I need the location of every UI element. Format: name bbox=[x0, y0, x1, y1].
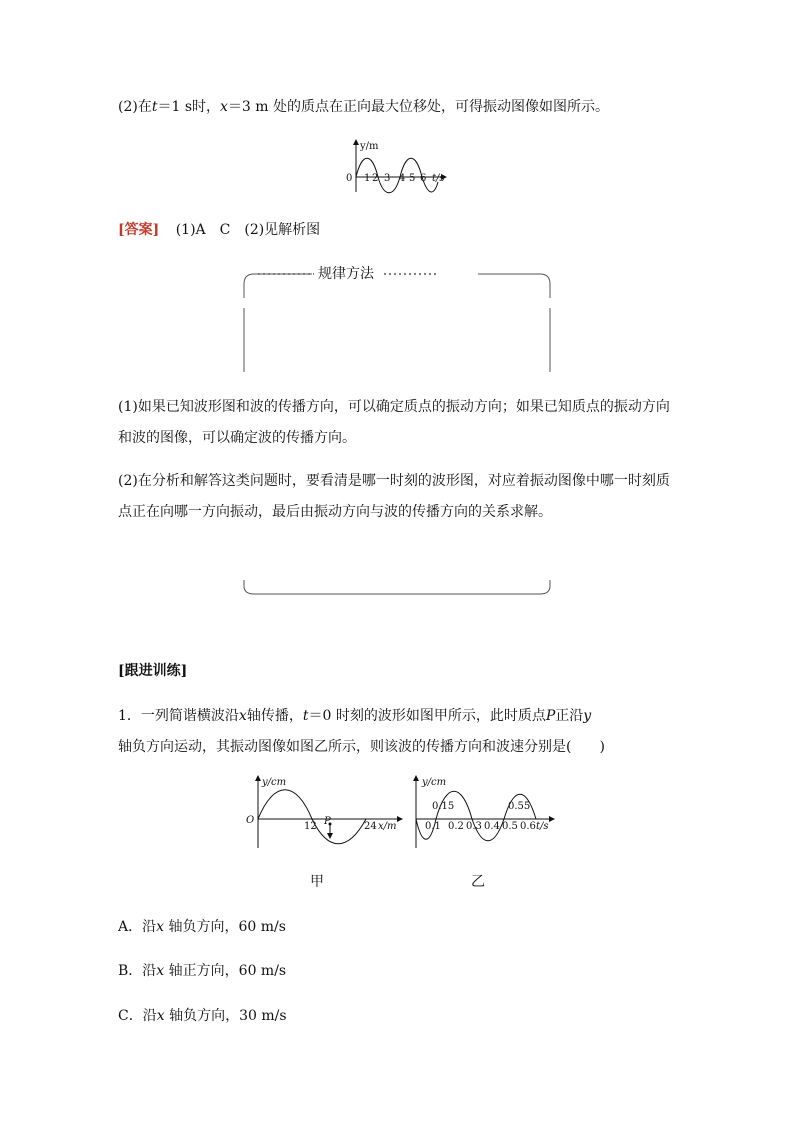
origin-label: O bbox=[246, 815, 255, 826]
method-paragraph-1: (1)如果已知波形图和波的传播方向，可以确定质点的振动方向；如果已知质点的振动方向和波的图像，可以确定波的传播方向。 bbox=[118, 399, 670, 446]
answer-text: (1)A C (2)见解析图 bbox=[175, 222, 321, 238]
t-axis-label: t/s bbox=[536, 821, 549, 832]
option-a[interactable]: A．沿x 轴负方向，60 m/s bbox=[118, 919, 286, 935]
method-paragraph-2: (2)在分析和解答这类问题时，要看清是哪一时刻的波形图，对应着振动图像中哪一时刻质点正在向哪一方向振动，最后由振动方向与波的传播方向的关系求解。 bbox=[118, 473, 670, 520]
tick-3: 3 bbox=[384, 173, 391, 184]
tick-2: 2 bbox=[372, 173, 379, 184]
method-box-title: 规律方法 bbox=[318, 266, 374, 282]
wave-figure-jia bbox=[240, 772, 410, 852]
question-1-line-1: 1．一列简谐横波沿x轴传播，t＝0 时刻的波形如图甲所示，此时质点P正沿y bbox=[118, 708, 592, 724]
tick-0-1: 0.1 bbox=[425, 821, 441, 832]
point-P-label: P bbox=[324, 816, 331, 827]
tick-12: 12 bbox=[304, 821, 317, 832]
tick-1: 1 bbox=[364, 173, 371, 184]
question-1-line-2: 轴负方向运动，其振动图像如图乙所示，则该波的传播方向和波速分别是( ) bbox=[118, 739, 605, 755]
caption-yi: 乙 bbox=[471, 874, 485, 890]
tick-0-2: 0.2 bbox=[448, 821, 464, 832]
training-heading: [跟进训练] bbox=[118, 663, 188, 679]
tick-24: 24 bbox=[364, 821, 377, 832]
top-label-0-55: 0.55 bbox=[508, 801, 531, 812]
answer-line bbox=[118, 220, 320, 240]
wave-curve bbox=[258, 790, 366, 844]
origin-label: 0 bbox=[346, 173, 353, 184]
solution-line-2: (2)在t＝1 s时，x＝3 m 处的质点在正向最大位移处，可得振动图像如图所示。 bbox=[118, 99, 610, 115]
y-axis-label: y/cm bbox=[422, 777, 447, 788]
y-axis-label: y/cm bbox=[262, 777, 287, 788]
tick-0-3: 0.3 bbox=[466, 821, 482, 832]
x-axis-label: x/m bbox=[378, 821, 397, 832]
y-axis-label: y/m bbox=[360, 141, 379, 152]
tick-4: 4 bbox=[399, 173, 406, 184]
vibration-curve bbox=[416, 791, 536, 841]
tick-5: 5 bbox=[409, 173, 416, 184]
vibration-figure-yi bbox=[408, 772, 558, 852]
tick-6: 6 bbox=[420, 173, 427, 184]
top-label-0-15: 0.15 bbox=[432, 801, 455, 812]
vibration-figure-top bbox=[338, 138, 458, 198]
caption-jia: 甲 bbox=[310, 874, 324, 890]
tick-0-4: 0.4 bbox=[484, 821, 500, 832]
option-c[interactable]: C．沿x 轴负方向，30 m/s bbox=[118, 1008, 287, 1024]
t-axis-label: t/s bbox=[432, 173, 445, 184]
tick-0-6: 0.6 bbox=[520, 821, 536, 832]
tick-0-5: 0.5 bbox=[502, 821, 518, 832]
answer-tag: [答案] bbox=[118, 222, 160, 238]
option-b[interactable]: B．沿x 轴正方向，60 m/s bbox=[118, 963, 287, 979]
